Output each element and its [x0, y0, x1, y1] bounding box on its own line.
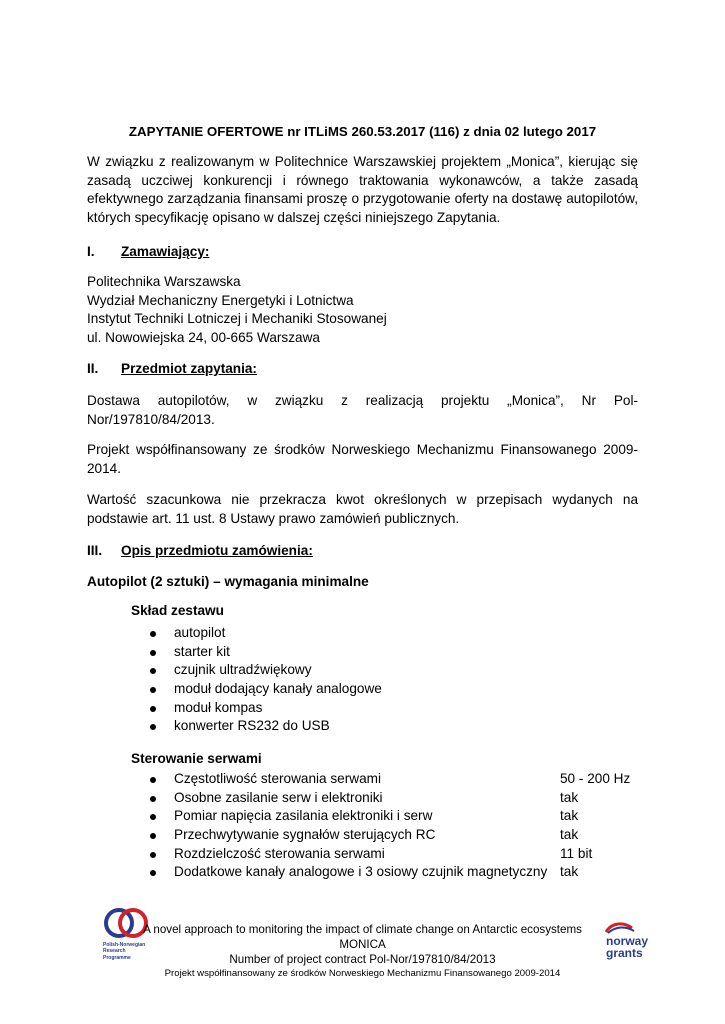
- section-1-number: I.: [87, 244, 95, 259]
- list-item: autopilot: [148, 624, 382, 643]
- section-2-title: Przedmiot zapytania:: [121, 361, 257, 376]
- footer-acronym: MONICA: [339, 938, 386, 951]
- spec-value: tak: [560, 827, 579, 843]
- address-line: ul. Nowowiejska 24, 00-665 Warszawa: [87, 329, 320, 345]
- spec-label: Dodatkowe kanały analogowe i 3 osiowy czujnik magnetyczny: [174, 864, 548, 880]
- footer-contract-number: Number of project contract Pol-Nor/197810/84/2013: [229, 953, 496, 966]
- spec-value: tak: [560, 789, 579, 805]
- spec-row: [148, 789, 579, 808]
- kit-heading: Skład zestawu: [131, 603, 224, 618]
- section-2-heading: [87, 361, 257, 376]
- spec-value: 50 - 200 Hz: [560, 771, 631, 786]
- kit-list: [148, 624, 382, 736]
- section-2-number: II.: [87, 361, 99, 376]
- document-title: ZAPYTANIE OFERTOWE nr ITLiMS 260.53.2017 (116) z dnia 02 lutego 2017: [128, 124, 597, 139]
- section-1-heading: [87, 244, 209, 259]
- list-item: moduł kompas: [148, 699, 382, 718]
- intro-paragraph: W związku z realizowanym w Politechnice Warszawskiej projektem „Monica”, kierując się zasadą uczciwej konkurencji i równego traktowania wykonawców, a także zasadą efektywnego zarządzania finansami proszę o przygotowanie oferty na dostawę autopilotów, których specyfikację opisano w dalszej części niniejszego Zapytania.: [87, 154, 638, 225]
- list-item: starter kit: [148, 643, 382, 662]
- subject-paragraph-1: Dostawa autopilotów, w związku z realizacją projektu „Monica”, Nr Pol-Nor/197810/84/2013.: [87, 393, 638, 427]
- spec-label: Pomiar napięcia zasilania elektroniki i serw: [174, 808, 433, 824]
- requirements-subheading: Autopilot (2 sztuki) – wymagania minimalne: [87, 574, 369, 589]
- list-item: moduł dodający kanały analogowe: [148, 680, 382, 699]
- section-1-title: Zamawiający:: [121, 244, 210, 259]
- spec-value: tak: [560, 864, 579, 880]
- footer-funding-note: Projekt współfinansowany ze środków Norweskiego Mechanizmu Finansowanego 2009-2014: [164, 968, 561, 979]
- page-footer: [0, 922, 725, 980]
- address-line: Wydział Mechaniczny Energetyki i Lotnictwa: [87, 292, 354, 308]
- norway-grants-text: norway grants: [606, 934, 649, 960]
- address-line: Instytut Techniki Lotniczej i Mechaniki Stosowanej: [87, 311, 387, 326]
- spec-row: [148, 826, 579, 845]
- section-3-number: III.: [87, 543, 103, 558]
- address-block: [87, 273, 387, 347]
- pnrp-logo-text: Polish-Norwegian Research Programme: [103, 942, 146, 961]
- servo-heading: Sterowanie serwami: [131, 751, 262, 766]
- spec-row: [148, 770, 631, 789]
- section-3-heading: [87, 543, 313, 558]
- spec-label: Częstotliwość sterowania serwami: [174, 771, 381, 786]
- spec-value: 11 bit: [560, 845, 593, 861]
- address-line: Politechnika Warszawska: [87, 274, 241, 289]
- subject-paragraph-3: Wartość szacunkowa nie przekracza kwot określonych w przepisach wydanych na podstawie art. 11 ust. 8 Ustawy prawo zamówień publicznych.: [87, 492, 638, 526]
- spec-row: [148, 863, 579, 882]
- spec-row: [148, 845, 593, 864]
- list-item: czujnik ultradźwiękowy: [148, 661, 382, 680]
- list-item: konwerter RS232 do USB: [148, 717, 382, 736]
- spec-label: Osobne zasilanie serw i elektroniki: [174, 789, 383, 805]
- subject-paragraph-2: Projekt współfinansowany ze środków Norweskiego Mechanizmu Finansowanego 2009-2014.: [87, 442, 638, 476]
- spec-row: [148, 807, 579, 826]
- spec-label: Przechwytywanie sygnałów sterujących RC: [174, 827, 436, 843]
- servo-list: [148, 770, 631, 882]
- section-3-title: Opis przedmiotu zamówienia:: [121, 543, 313, 558]
- footer-project-title: A novel approach to monitoring the impact of climate change on Antarctic ecosystems: [143, 923, 582, 936]
- spec-value: tak: [560, 808, 579, 824]
- spec-label: Rozdzielczość sterowania serwami: [174, 845, 385, 861]
